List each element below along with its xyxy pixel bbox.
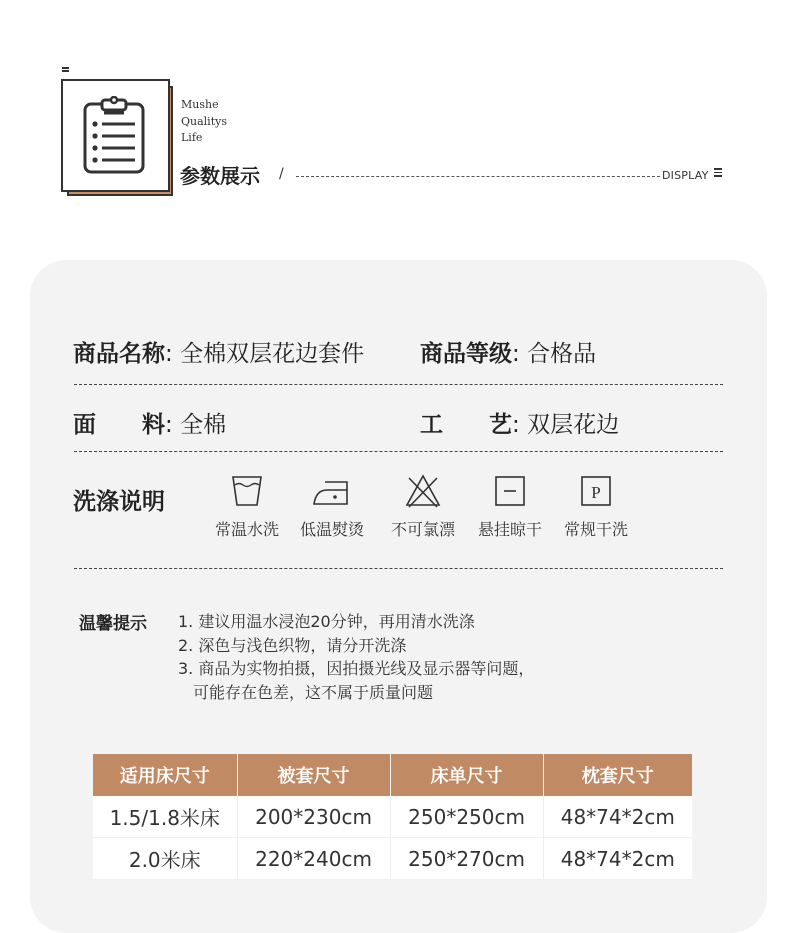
product-grade-row — [420, 335, 596, 368]
column-header: 床单尺寸 — [390, 754, 543, 796]
craft-row — [420, 406, 619, 439]
p-glyph: P — [591, 483, 601, 502]
column-header: 适用床尺寸 — [93, 754, 237, 796]
washing-label: 洗涤说明 — [73, 489, 165, 515]
product-name-value: 全棉双层花边套件 — [180, 341, 365, 367]
product-name-label: 商品名称 — [73, 341, 165, 367]
brand-line: Life — [181, 131, 203, 144]
table-cell: 2.0米床 — [93, 838, 237, 880]
product-name-row — [73, 335, 364, 368]
table-header-row — [93, 754, 692, 796]
tip-line: 2. 深色与浅色织物，请分开洗涤 — [178, 635, 407, 655]
care-item — [383, 474, 463, 540]
craft-label-char: 艺 — [489, 412, 512, 438]
tip-line: 1. 建议用温水浸泡20分钟，再用清水洗涤 — [178, 612, 475, 631]
care-label: 低温熨烫 — [299, 520, 364, 539]
tip-line: 可能存在色差，这不属于质量问题 — [193, 682, 434, 702]
size-table — [93, 754, 692, 880]
craft-label-char: 工 — [420, 412, 443, 438]
table-cell: 48*74*2cm — [543, 838, 692, 880]
care-item — [292, 474, 372, 540]
tips-title: 温馨提示 — [79, 614, 147, 634]
fabric-label-char: 面 — [73, 412, 96, 438]
display-label: DISPLAY — [662, 169, 709, 182]
divider — [74, 568, 723, 569]
divider — [74, 451, 723, 452]
brand-line: Mushe — [181, 98, 219, 111]
care-item — [207, 474, 287, 540]
tip-line: 3. 商品为实物拍摄，因拍摄光线及显示器等问题， — [178, 659, 535, 678]
care-item — [556, 474, 636, 540]
table-cell: 250*270cm — [390, 838, 543, 880]
hang-dry-icon — [494, 474, 526, 508]
care-label: 悬挂晾干 — [477, 520, 542, 539]
column-header: 被套尺寸 — [237, 754, 390, 796]
table-row — [93, 796, 692, 838]
product-grade-value: 合格品 — [527, 341, 597, 367]
colon: : — [165, 341, 173, 367]
table-cell: 220*240cm — [237, 838, 390, 880]
care-label: 常规干洗 — [563, 520, 628, 539]
display-lines-mark — [714, 168, 722, 179]
section-title: 参数展示 — [180, 164, 260, 188]
care-label: 不可氯漂 — [390, 520, 455, 539]
no-bleach-icon — [405, 474, 441, 508]
iron-icon — [311, 474, 353, 508]
brand-tagline — [181, 97, 227, 147]
header-dotted-rule — [296, 176, 660, 177]
table-cell: 1.5/1.8米床 — [93, 796, 237, 838]
clipboard-list-icon — [80, 96, 148, 176]
table-cell: 200*230cm — [237, 796, 390, 838]
tips-list — [178, 610, 534, 704]
care-item — [470, 474, 550, 540]
colon: : — [512, 341, 520, 367]
care-label: 常温水洗 — [214, 520, 279, 539]
colon: : — [512, 412, 520, 438]
product-grade-label: 商品等级 — [420, 341, 512, 367]
header-menu-mark — [62, 67, 69, 72]
colon: : — [165, 412, 173, 438]
wash-tub-icon — [231, 474, 263, 508]
craft-value: 双层花边 — [527, 412, 620, 438]
fabric-row — [73, 406, 226, 439]
brand-line: Qualitys — [181, 114, 227, 128]
fabric-label-char: 料 — [142, 412, 165, 438]
fabric-value: 全棉 — [180, 412, 227, 438]
table-cell: 48*74*2cm — [543, 796, 692, 838]
table-cell: 250*250cm — [390, 796, 543, 838]
table-row — [93, 838, 692, 880]
title-slash: / — [279, 166, 284, 182]
divider — [74, 384, 723, 385]
column-header: 枕套尺寸 — [543, 754, 692, 796]
dry-clean-p-icon — [580, 474, 612, 508]
